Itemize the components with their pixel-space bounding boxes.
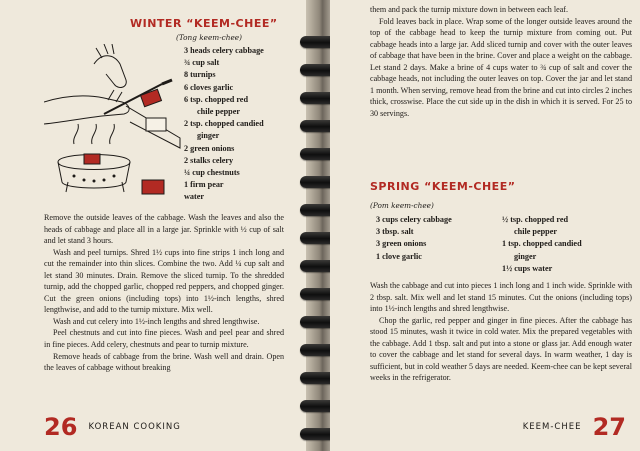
page-number: 26 xyxy=(44,413,78,441)
continuation-text xyxy=(370,4,632,119)
kitchen-illustration xyxy=(44,44,186,204)
page-footer-right xyxy=(523,413,626,441)
ingredient-list-spring-right xyxy=(502,214,582,275)
running-footer: KEEM-CHEE xyxy=(522,422,582,432)
page-number: 27 xyxy=(592,413,626,441)
running-footer: KOREAN COOKING xyxy=(88,422,181,432)
recipe-subtitle-winter: (Tong keem-chee) xyxy=(176,33,242,42)
paragraph: Wash and cut celery into 1½-inch lengths and shred lengthwise. xyxy=(53,316,260,326)
ingredient-item: chile pepper xyxy=(514,227,557,237)
ingredient-item: 2 stalks celery xyxy=(184,155,234,165)
paragraph: Chop the garlic, red pepper and ginger in fine pieces. After the cabbage has stood 15 minutes, wash it twice in cold water. Mix the prepared vegetables with the cabbage. Add 1 tbsp. salt and put into a stone or glass jar. Add enough water to cover the cabbage and let stand for several days. In warm weather, 1 day is sufficient, but in cold weather 5 days are needed. Keem-chee can be kept several weeks in the refrigerator. xyxy=(370,315,632,383)
ingredient-item: 1½ cups water xyxy=(502,263,553,273)
paragraph: Wash the cabbage and cut into pieces 1 inch long and 1 inch wide. Sprinkle with 2 tbsp. salt. Mix well and let stand 15 minutes. Cut the onions (including tops) into 1½-inch lengths and shred lengthwise. xyxy=(370,281,632,314)
ingredient-item: 2 green onions xyxy=(184,143,235,153)
page-footer-left xyxy=(44,413,181,441)
ingredient-item: 3 tbsp. salt xyxy=(376,227,414,237)
recipe-title-spring: SPRING “KEEM-CHEE” xyxy=(370,180,516,193)
ingredient-item: ginger xyxy=(514,251,537,261)
ingredient-item: 8 turnips xyxy=(184,70,216,80)
recipe-title-winter: WINTER “KEEM-CHEE” xyxy=(130,17,278,30)
paragraph: Peel chestnuts and cut into fine pieces. Wash and peel pear and shred in fine pieces. Add celery, chestnuts and pear to turnip mixture. xyxy=(44,328,284,350)
ingredient-item: 1 clove garlic xyxy=(376,251,422,261)
recipe-subtitle-spring: (Pom keem-chee) xyxy=(370,201,434,210)
right-page xyxy=(330,0,640,451)
paragraph: Remove heads of cabbage from the brine. Wash well and drain. Open the leaves of cabbage without breaking xyxy=(44,351,284,373)
ingredient-item: 3 green onions xyxy=(376,239,427,249)
method-text-winter xyxy=(44,212,284,374)
left-page xyxy=(0,0,312,451)
method-text-spring xyxy=(370,280,632,384)
ingredient-item: chile pepper xyxy=(197,107,240,117)
ingredient-item: 1 tsp. chopped candied xyxy=(502,239,582,249)
ingredient-item: 3 cups celery cabbage xyxy=(376,215,452,224)
ingredient-list-spring-left xyxy=(376,214,452,263)
ingredient-item: ¾ cup salt xyxy=(184,58,220,68)
ingredient-item: ginger xyxy=(197,131,220,141)
ingredient-item: ¼ cup chestnuts xyxy=(184,168,240,178)
paragraph: Fold leaves back in place. Wrap some of the longer outside leaves around the top of the cabbage head to keep the turnip mixture from coming out. Put cabbage heads into a large jar. Add sliced turnip and cover with the outer leaves of cabbage that have been in the brine. Cover and place a weight on the cabbage. Let stand 2 days. Make a brine of 4 cups water to ¾ cup of salt and cover the cabbage heads, not including the outer leaves on top. Cover the jar and let stand 1 month. When serving, remove head from the brine and cut into circles 2 inches thick, crosswise. Place the cut side up in the dish in which it is served. For 25 to 30 servings. xyxy=(370,16,632,118)
paragraph: Remove the outside leaves of the cabbage. Wash the leaves and also the heads of cabbage and place all in a large jar. Sprinkle with ½ cup of salt and let stand 3 hours. xyxy=(44,213,284,246)
paragraph: Wash and peel turnips. Shred 1½ cups into fine strips 1 inch long and cut the remainder into thin slices. Combine the two. Add ¼ cup salt and let stand 30 minutes. Drain. Remove the sliced turnip. To the shredded turnip, add the chopped garlic, chopped red peppers, and chopped ginger. Cut the green onions (including tops) into 1½-inch lengths, shred lengthwise, and add to the turnip mixture. Mix well. xyxy=(44,247,284,315)
ingredient-item: 1 firm pear xyxy=(184,180,224,190)
ingredient-list-winter xyxy=(184,45,264,204)
ingredient-item: 6 cloves garlic xyxy=(184,82,234,92)
ingredient-item: 6 tsp. chopped red xyxy=(184,94,248,104)
ingredient-item: water xyxy=(184,192,205,202)
ingredient-item: 2 tsp. chopped candied xyxy=(184,119,264,129)
paragraph: them and pack the turnip mixture down in between each leaf. xyxy=(370,5,569,14)
ingredient-item: 3 heads celery cabbage xyxy=(184,46,264,55)
ingredient-item: ½ tsp. chopped red xyxy=(502,215,569,224)
